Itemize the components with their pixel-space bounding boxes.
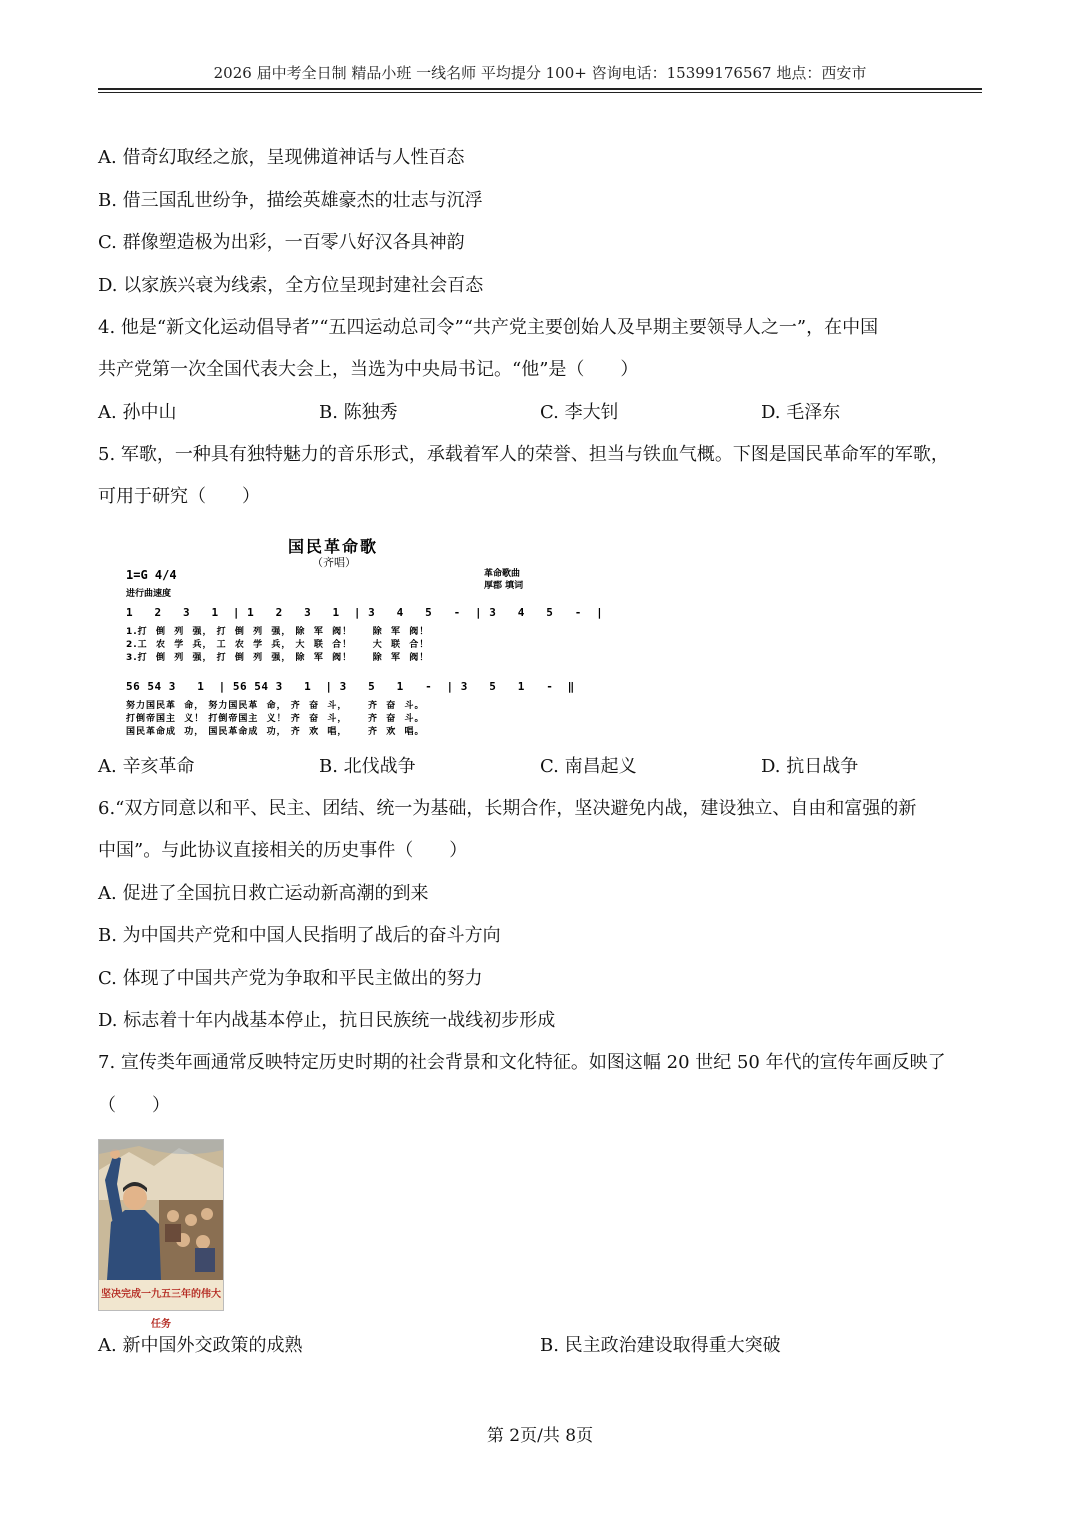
q6-stem-line2: 中国”。与此协议直接相关的历史事件（ ） [98,840,468,861]
q7-stem-line2: （ ） [98,1095,170,1116]
score-tempo: 进行曲速度 [126,589,172,599]
q5-option-b: B. 北伐战争 [319,756,416,777]
page-header: 2026 届中考全日制 精品小班 一线名师 平均提分 100+ 咨询电话：15399176567 地点：西安市 [213,64,867,82]
propaganda-poster-image [98,1139,224,1330]
header-rule-thick [98,88,982,90]
q6-option-b: B. 为中国共产党和中国人民指明了战后的奋斗方向 [98,925,501,946]
q6-option-c: C. 体现了中国共产党为争取和平民主做出的努力 [98,968,483,989]
q7-option-a: A. 新中国外交政策的成熟 [98,1335,303,1356]
q4-option-c: C. 李大钊 [540,402,619,423]
score-lyric-1b: 2.工 农 学 兵， 工 农 学 兵， 大 联 合！ 大 联 合！ [126,640,430,650]
poster-illustration [99,1140,223,1280]
score-credit-lyrics: 厚郡 填词 [484,581,524,591]
q4-option-d: D. 毛泽东 [761,402,841,423]
score-key: 1=G 4/4 [126,568,177,582]
poster-caption: 坚决完成一九五三年的伟大任务 [99,1280,223,1310]
q6-option-a: A. 促进了全国抗日救亡运动新高潮的到来 [98,883,429,904]
q5-stem-line2: 可用于研究（ ） [98,486,260,507]
score-subtitle: （齐唱） [312,556,356,569]
score-lyric-1c: 3.打 倒 列 强， 打 倒 列 强， 除 军 阀！ 除 军 阀！ [126,653,430,663]
score-credit-music: 革命歌曲 [484,569,521,579]
q3-option-a: A. 借奇幻取经之旅，呈现佛道神话与人性百态 [98,147,465,168]
q7-stem-line1: 7. 宣传类年画通常反映特定历史时期的社会背景和文化特征。如图这幅 20 世纪 50 年代的宣传年画反映了 [98,1052,946,1073]
q4-stem-line2: 共产党第一次全国代表大会上，当选为中央局书记。“他”是（ ） [98,359,639,380]
score-lyric-2b: 打倒帝国主 义！ 打倒帝国主 义！ 齐 奋 斗， 齐 奋 斗。 [126,714,425,724]
q5-stem-line1: 5. 军歌，一种具有独特魅力的音乐形式，承载着军人的荣誉、担当与铁血气概。下图是国民革命军的军歌， [98,444,949,465]
q6-stem-line1: 6.“双方同意以和平、民主、团结、统一为基础，长期合作，坚决避免内战，建设独立、自由和富强的新 [98,798,917,819]
score-notes-line2: 56 54 3 1 | 56 54 3 1 | 3 5 1 - | 3 5 1 - ‖ [126,680,575,693]
q5-option-a: A. 辛亥革命 [98,756,195,777]
q7-option-b: B. 民主政治建设取得重大突破 [540,1335,781,1356]
q3-option-b: B. 借三国乱世纷争，描绘英雄豪杰的壮志与沉浮 [98,190,483,211]
q3-option-d: D. 以家族兴衰为线索，全方位呈现封建社会百态 [98,275,484,296]
score-lyric-2c: 国民革命成 功， 国民革命成 功， 齐 欢 唱， 齐 欢 唱。 [126,727,425,737]
score-notes-line1: 1 2 3 1 | 1 2 3 1 | 3 4 5 - | 3 4 5 - | [126,606,604,619]
q4-stem-line1: 4. 他是“新文化运动倡导者”“五四运动总司令”“共产党主要创始人及早期主要领导人之一”，在中国 [98,317,879,338]
q5-option-d: D. 抗日战争 [761,756,859,777]
q3-option-c: C. 群像塑造极为出彩，一百零八好汉各具神韵 [98,232,465,253]
song-score-image [118,528,604,738]
score-lyric-2a: 努力国民革 命， 努力国民革 命， 齐 奋 斗， 齐 奋 斗。 [126,701,425,711]
q4-option-a: A. 孙中山 [98,402,177,423]
q4-option-b: B. 陈独秀 [319,402,398,423]
header-rule-thin [98,92,982,93]
score-title: 国民革命歌 [288,537,379,556]
page-number: 第 2页/共 8页 [486,1426,594,1446]
score-lyric-1a: 1.打 倒 列 强， 打 倒 列 强， 除 军 阀！ 除 军 阀！ [126,627,430,637]
q6-option-d: D. 标志着十年内战基本停止，抗日民族统一战线初步形成 [98,1010,556,1031]
q5-option-c: C. 南昌起义 [540,756,637,777]
